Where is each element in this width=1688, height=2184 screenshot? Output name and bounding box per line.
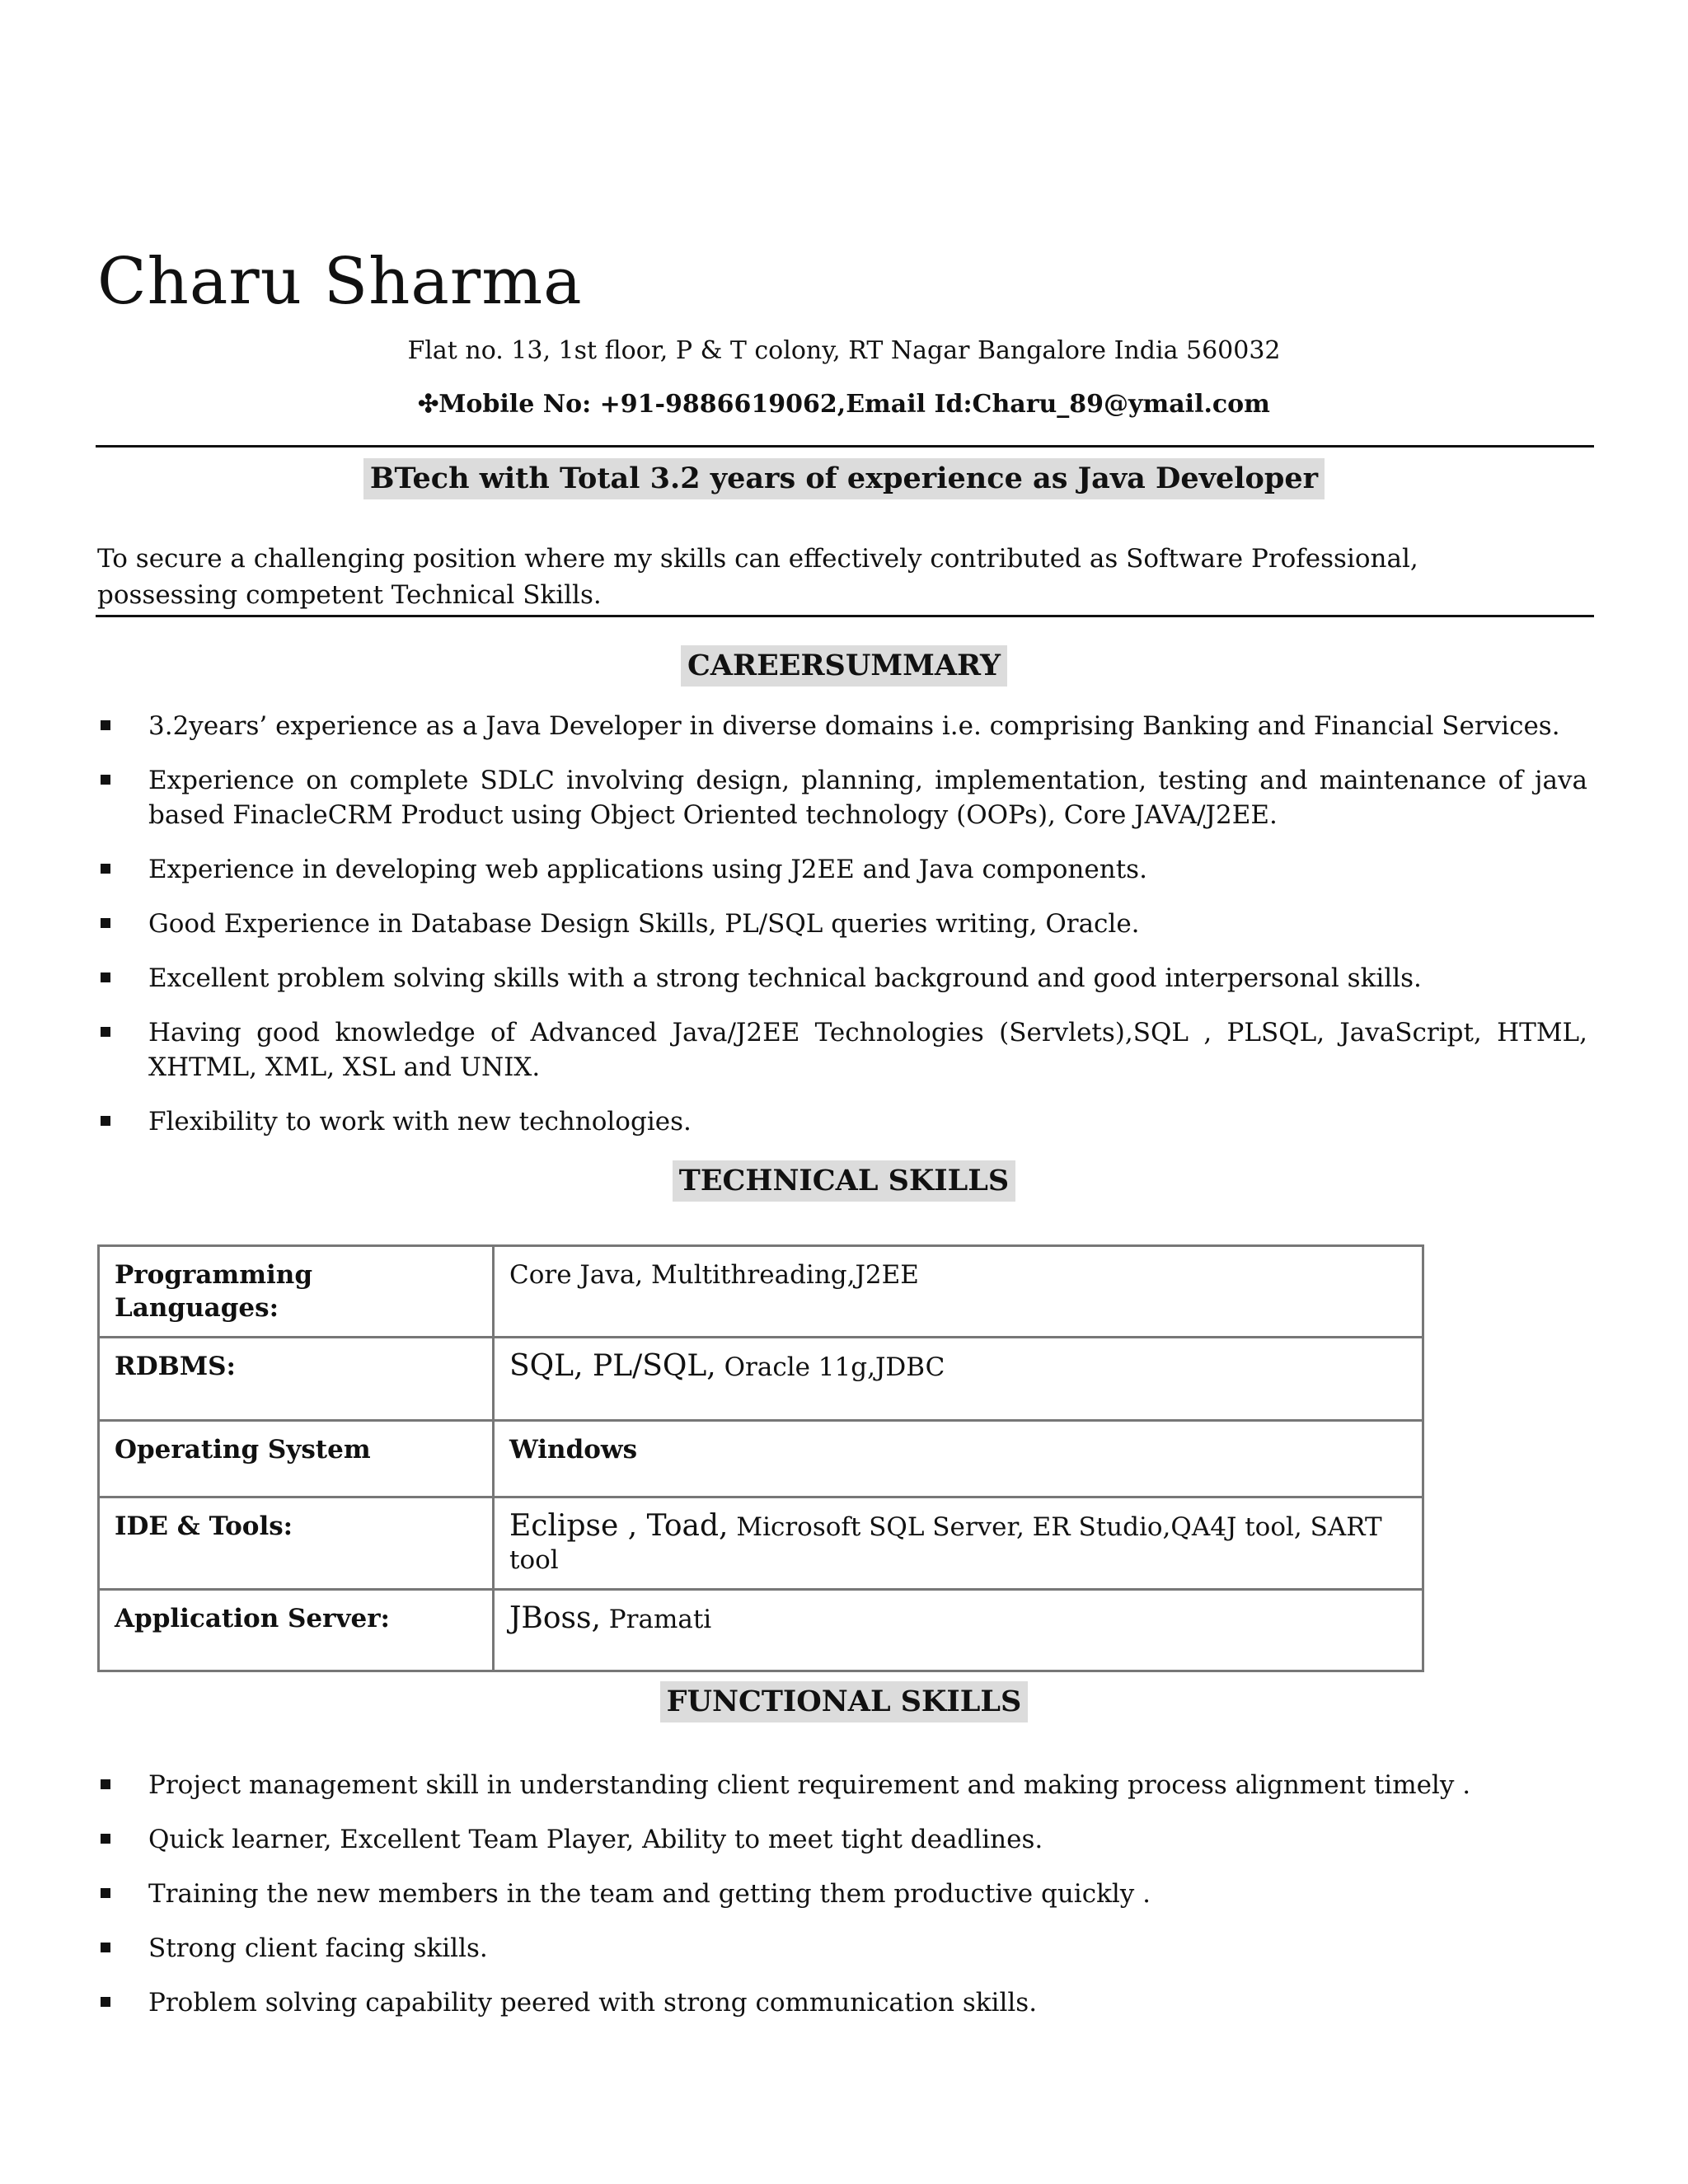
- list-item-text: Quick learner, Excellent Team Player, Ability to meet tight deadlines.: [148, 1825, 1043, 1854]
- bullet-icon: [101, 1779, 110, 1789]
- career-summary-heading-container: [0, 645, 1688, 687]
- skill-value-text: Microsoft SQL Server, ER Studio,QA4J tool, SART tool: [509, 1512, 1382, 1575]
- list-item: [97, 1015, 1587, 1085]
- list-item: [97, 961, 1587, 996]
- list-item: [97, 1822, 1587, 1857]
- list-item-text: Strong client facing skills.: [148, 1933, 488, 1963]
- skill-label: Programming Languages:: [99, 1246, 494, 1338]
- skill-value: [494, 1338, 1423, 1421]
- list-item: [97, 1877, 1587, 1911]
- list-item-text: Flexibility to work with new technologies.: [148, 1107, 692, 1137]
- fleuron-icon: ✣: [418, 390, 439, 419]
- list-item: [97, 1104, 1587, 1139]
- bullet-icon: [101, 775, 110, 785]
- skill-value-text: Windows: [509, 1435, 638, 1465]
- bullet-icon: [101, 918, 110, 928]
- skill-value-big-text: Eclipse , Toad,: [509, 1509, 729, 1543]
- list-item: [97, 1768, 1587, 1802]
- technical-skills-heading-container: [0, 1160, 1688, 1202]
- header-divider: [96, 445, 1594, 448]
- skill-value-big-text: SQL, PL/SQL,: [509, 1349, 716, 1383]
- skill-value-text: Oracle 11g,JDBC: [715, 1352, 945, 1382]
- list-item-text: Having good knowledge of Advanced Java/J2EE Technologies (Servlets),SQL , PLSQL, JavaScript, HTML, XHTML, XML, XSL and UNIX.: [148, 1018, 1587, 1082]
- functional-skills-heading-container: [0, 1681, 1688, 1722]
- list-item: [97, 763, 1587, 832]
- skill-value: [494, 1497, 1423, 1590]
- headline-container: [0, 458, 1688, 499]
- table-row: [99, 1421, 1423, 1497]
- skill-value: [494, 1421, 1423, 1497]
- skill-value: [494, 1246, 1423, 1338]
- list-item: [97, 1985, 1587, 2020]
- bullet-icon: [101, 1943, 110, 1952]
- list-item: [97, 907, 1587, 941]
- bullet-icon: [101, 864, 110, 874]
- technical-skills-table: [97, 1244, 1424, 1672]
- table-row: [99, 1590, 1423, 1671]
- list-item: [97, 1931, 1587, 1966]
- career-summary-heading: CAREERSUMMARY: [681, 645, 1007, 687]
- functional-skills-list: [97, 1768, 1587, 2040]
- objective-text: To secure a challenging position where my skills can effectively contributed as Software Professional, possessing competent Technical Skills.: [97, 544, 1418, 610]
- skill-label: Application Server:: [99, 1590, 494, 1671]
- list-item: [97, 709, 1587, 743]
- candidate-name: Charu Sharma: [97, 245, 583, 319]
- list-item: [97, 852, 1587, 887]
- table-row: [99, 1246, 1423, 1338]
- list-item-text: Problem solving capability peered with strong communication skills.: [148, 1988, 1038, 2018]
- table-row: [99, 1497, 1423, 1590]
- skill-label: Operating System: [99, 1421, 494, 1497]
- list-item-text: Project management skill in understanding client requirement and making process alignment timely .: [148, 1770, 1471, 1800]
- skill-value-big-text: JBoss,: [509, 1601, 601, 1635]
- headline: BTech with Total 3.2 years of experience as Java Developer: [363, 458, 1325, 499]
- list-item-text: Excellent problem solving skills with a strong technical background and good interpersonal skills.: [148, 963, 1422, 993]
- list-item-text: Experience in developing web applications using J2EE and Java components.: [148, 855, 1147, 884]
- skill-value-text: Pramati: [600, 1605, 712, 1634]
- bullet-icon: [101, 972, 110, 982]
- bullet-icon: [101, 1834, 110, 1844]
- contact-text: Mobile No: +91-9886619062,Email Id:Charu_89@ymail.com: [438, 390, 1270, 419]
- skill-label: RDBMS:: [99, 1338, 494, 1421]
- career-summary-list: [97, 709, 1587, 1159]
- list-item-text: Training the new members in the team and getting them productive quickly .: [148, 1879, 1151, 1909]
- bullet-icon: [101, 1997, 110, 2007]
- technical-skills-heading: TECHNICAL SKILLS: [673, 1160, 1015, 1202]
- list-item-text: Good Experience in Database Design Skills, PL/SQL queries writing, Oracle.: [148, 909, 1140, 939]
- skill-value: [494, 1590, 1423, 1671]
- objective-divider: [96, 615, 1594, 617]
- skill-value-text: Core Java, Multithreading,J2EE: [509, 1260, 919, 1290]
- address-line: Flat no. 13, 1st floor, P & T colony, RT Nagar Bangalore India 560032: [407, 336, 1281, 365]
- bullet-icon: [101, 1027, 110, 1037]
- bullet-icon: [101, 1116, 110, 1126]
- contact-line: [0, 390, 1688, 419]
- skill-label: IDE & Tools:: [99, 1497, 494, 1590]
- bullet-icon: [101, 1888, 110, 1898]
- table-row: [99, 1338, 1423, 1421]
- bullet-icon: [101, 720, 110, 730]
- list-item-text: Experience on complete SDLC involving design, planning, implementation, testing and maintenance of java based FinacleCRM Product using Object Oriented technology (OOPs), Core JAVA/J2EE.: [148, 766, 1587, 830]
- list-item-text: 3.2years’ experience as a Java Developer in diverse domains i.e. comprising Banking and Financial Services.: [148, 711, 1560, 741]
- functional-skills-heading: FUNCTIONAL SKILLS: [660, 1681, 1029, 1722]
